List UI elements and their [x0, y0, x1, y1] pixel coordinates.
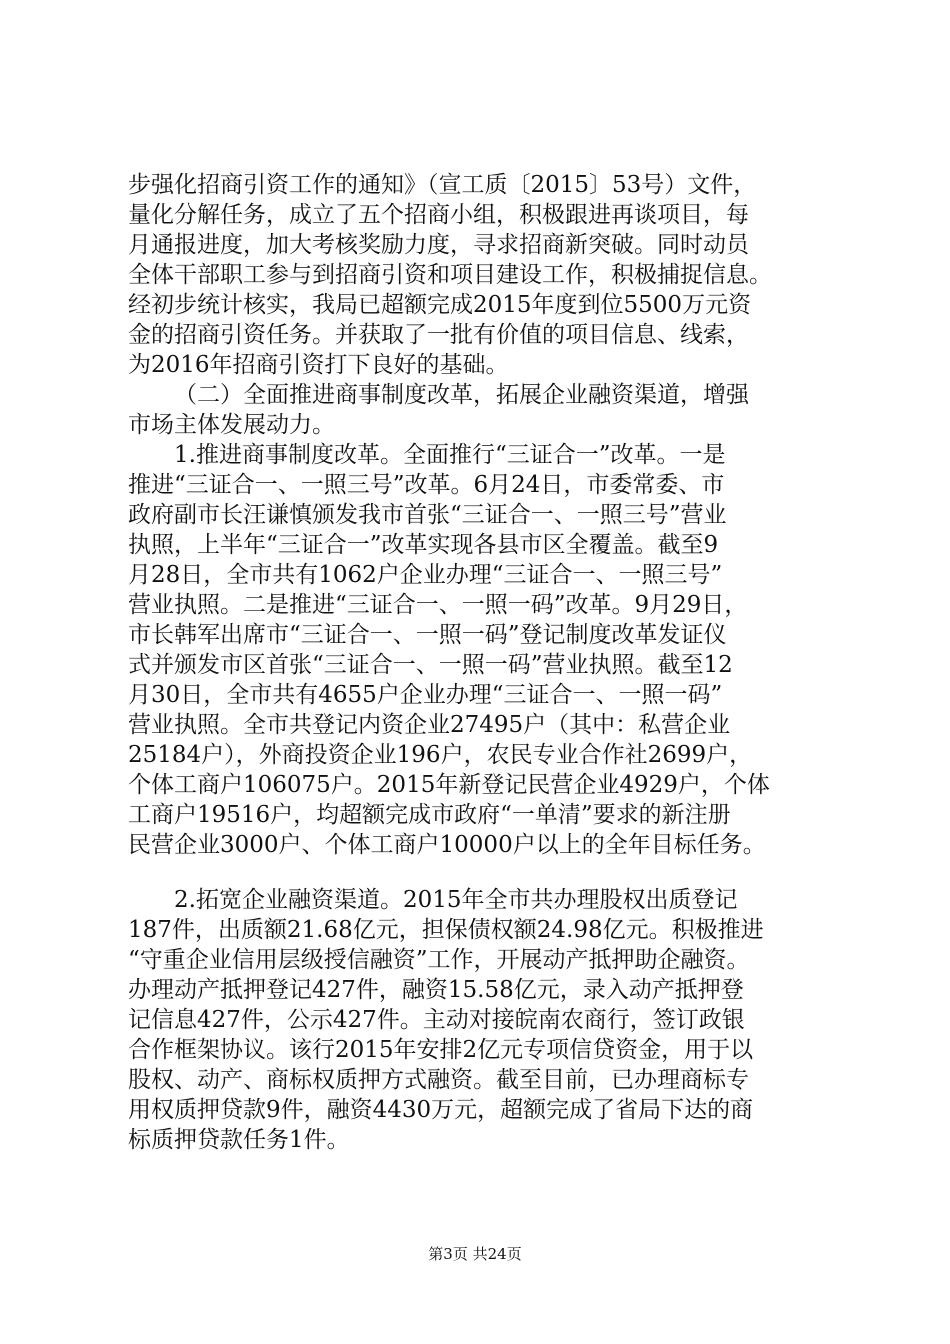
text-line: 执照，上半年“三证合一”改革实现各县市区全覆盖。截至9	[128, 532, 719, 558]
text-line: 营业执照。二是推进“三证合一、一照一码”改革。9月29日，	[128, 592, 748, 618]
text-line: “守重企业信用层级授信融资”工作，开展动产抵押助企融资。	[128, 947, 750, 973]
text-line: 工商户19516户，均超额完成市政府“一单清”要求的新注册	[128, 802, 731, 828]
text-line: 推进“三证合一、一照三号”改革。6月24日，市委常委、市	[128, 472, 725, 498]
paragraph-gap	[128, 860, 828, 885]
text-line: 标质押贷款任务1件。	[128, 1127, 350, 1153]
section-heading: （二）全面推进商事制度改革，拓展企业融资渠道，增强	[174, 382, 749, 408]
text-line: 市长韩军出席市“三证合一、一照一码”登记制度改革发证仪	[128, 622, 727, 648]
document-body	[128, 170, 828, 1155]
paragraph-start: 1.推进商事制度改革。全面推行“三证合一”改革。一是	[174, 442, 726, 468]
text-line: 政府副市长汪谦慎颁发我市首张“三证合一、一照三号”营业	[128, 502, 727, 528]
text-line: 187件，出质额21.68亿元，担保债权额24.98亿元。积极推进	[128, 917, 764, 943]
text-line: 25184户），外商投资企业196户，农民专业合作社2699户，	[128, 742, 753, 768]
paragraph-start: 2.拓宽企业融资渠道。2015年全市共办理股权出质登记	[174, 887, 738, 913]
text-line: 记信息427件，公示427件。主动对接皖南农商行，签订政银	[128, 1007, 745, 1033]
text-line: 步强化招商引资工作的通知》（宣工质〔2015〕53号）文件，	[128, 172, 757, 198]
text-line: 股权、动产、商标权质押方式融资。截至目前，已办理商标专	[128, 1067, 749, 1093]
text-line: 经初步统计核实，我局已超额完成2015年度到位5500万元资	[128, 292, 752, 318]
text-line: 式并颁发市区首张“三证合一、一照一码”营业执照。截至12	[128, 652, 733, 678]
text-line: 月通报进度，加大考核奖励力度，寻求招商新突破。同时动员	[128, 232, 749, 258]
text-line: 用权质押贷款9件，融资4430万元，超额完成了省局下达的商	[128, 1097, 754, 1123]
text-line: 民营企业3000户、个体工商户10000户以上的全年目标任务。	[128, 832, 766, 858]
text-line: 金的招商引资任务。并获取了一批有价值的项目信息、线索，	[128, 322, 749, 348]
text-line: 为2016年招商引资打下良好的基础。	[128, 352, 509, 378]
text-line: 全体干部职工参与到招商引资和项目建设工作，积极捕捉信息。	[128, 262, 772, 288]
text-line: 合作框架协议。该行2015年安排2亿元专项信贷资金，用于以	[128, 1037, 754, 1063]
text-line: 月28日，全市共有1062户企业办理“三证合一、一照三号”	[128, 562, 723, 588]
text-line: 营业执照。全市共登记内资企业27495户（其中：私营企业	[128, 712, 731, 738]
text-line: 个体工商户106075户。2015年新登记民营企业4929户，个体	[128, 772, 770, 798]
text-line: 月30日，全市共有4655户企业办理“三证合一、一照一码”	[128, 682, 723, 708]
text-line: 办理动产抵押登记427件，融资15.58亿元，录入动产抵押登	[128, 977, 744, 1003]
text-line: 市场主体发展动力。	[128, 412, 335, 438]
page-footer: 第3页 共24页	[428, 1245, 522, 1263]
text-line: 量化分解任务，成立了五个招商小组，积极跟进再谈项目，每	[128, 202, 749, 228]
